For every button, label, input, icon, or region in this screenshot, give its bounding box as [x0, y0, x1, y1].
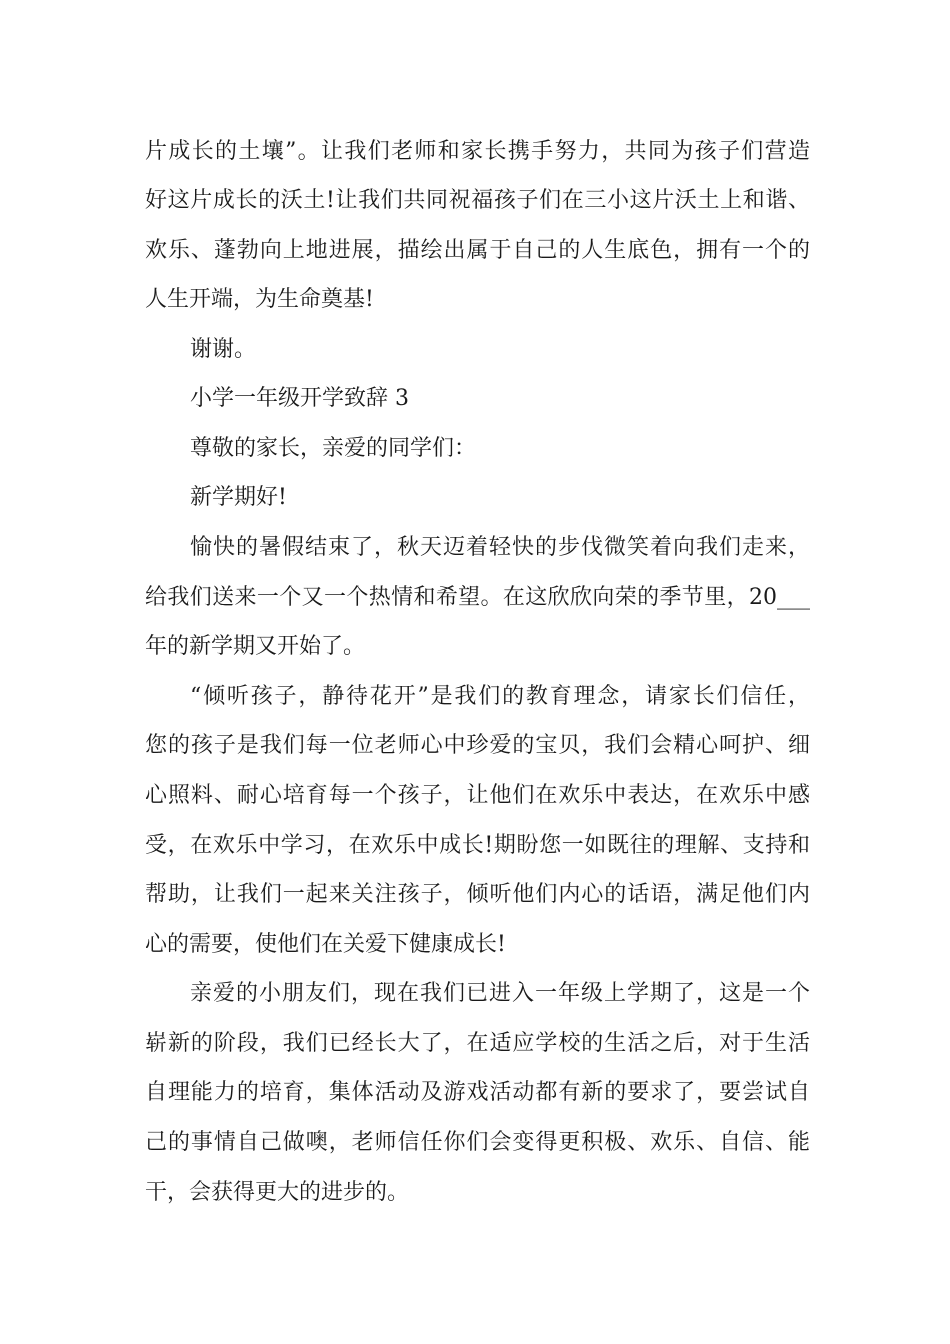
text-line: 帮助，让我们一起来关注孩子，倾听他们内心的话语，满足他们内	[145, 882, 810, 907]
text-line: 人生开端，为生命奠基!	[145, 287, 374, 312]
section-title: 小学一年级开学致辞 3	[190, 386, 409, 411]
text-line: 愉快的暑假结束了，秋天迈着轻快的步伐微笑着向我们走来，	[190, 535, 810, 560]
text-line: 受，在欢乐中学习，在欢乐中成长!期盼您一如既往的理解、支持和	[145, 833, 810, 858]
text-line: 谢谢。	[190, 337, 257, 362]
text-line: 自理能力的培育，集体活动及游戏活动都有新的要求了，要尝试自	[145, 1080, 810, 1105]
greeting: 新学期好!	[190, 485, 287, 510]
text-line: 心的需要，使他们在关爱下健康成长!	[145, 932, 506, 957]
text-line: 好这片成长的沃土!让我们共同祝福孩子们在三小这片沃土上和谐、	[145, 188, 810, 213]
text-line: 给我们送来一个又一个热情和希望。在这欣欣向荣的季节里，20___	[145, 585, 810, 610]
text-line: 崭新的阶段，我们已经长大了，在适应学校的生活之后，对于生活	[145, 1031, 810, 1056]
salutation: 尊敬的家长，亲爱的同学们：	[190, 436, 477, 461]
text-line: 片成长的土壤”。让我们老师和家长携手努力，共同为孩子们营造	[145, 139, 810, 164]
text-line: 己的事情自己做噢，老师信任你们会变得更积极、欢乐、自信、能	[145, 1130, 810, 1155]
text-line: 年的新学期又开始了。	[145, 634, 366, 659]
text-line: 欢乐、蓬勃向上地进展，描绘出属于自己的人生底色，拥有一个的	[145, 238, 810, 263]
text-line: 您的孩子是我们每一位老师心中珍爱的宝贝，我们会精心呵护、细	[145, 733, 810, 758]
text-line: 干，会获得更大的进步的。	[145, 1180, 410, 1205]
text-line: 心照料、耐心培育每一个孩子，让他们在欢乐中表达，在欢乐中感	[145, 783, 810, 808]
text-line: “倾听孩子，静待花开”是我们的教育理念，请家长们信任，	[190, 684, 810, 709]
text-line: 亲爱的小朋友们，现在我们已进入一年级上学期了，这是一个	[190, 981, 810, 1006]
